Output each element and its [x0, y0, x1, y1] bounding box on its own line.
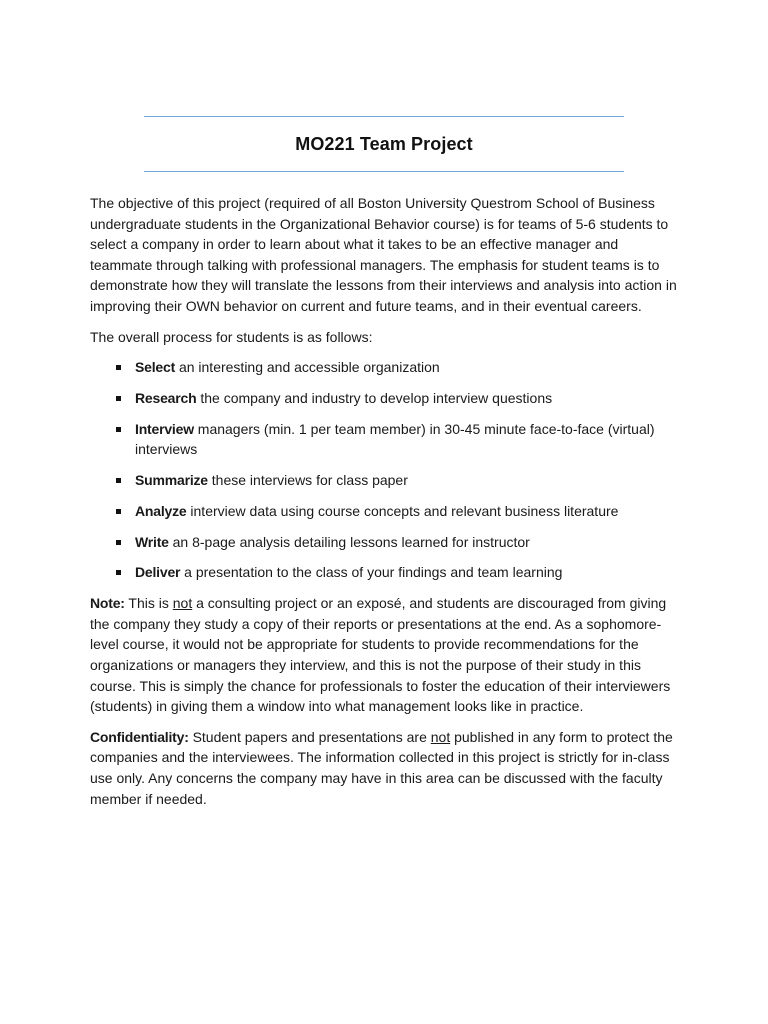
- square-bullet-icon: [116, 396, 121, 401]
- square-bullet-icon: [116, 427, 121, 432]
- step-term: Analyze: [135, 502, 187, 519]
- note-label: Note:: [90, 595, 125, 612]
- note-text-before: This is: [124, 595, 173, 612]
- square-bullet-icon: [116, 570, 121, 575]
- list-item: [90, 501, 680, 522]
- step-text: an 8-page analysis detailing lessons learned for instructor: [168, 533, 530, 550]
- square-bullet-icon: [116, 540, 121, 545]
- intro-paragraph: The objective of this project (required of all Boston University Questrom School of Business undergraduate students in the Organizational Behavior course) is for teams of 5-6 students to select a company in order to learn about what it takes to be an effective manager and teammate through talking with professional managers. The emphasis for student teams is to demonstrate how they will translate the lessons from their interviews and analysis into action in improving their OWN behavior on current and future teams, and in their eventual careers.: [90, 195, 677, 314]
- step-term: Research: [135, 389, 197, 406]
- document-body: [90, 193, 680, 819]
- confidentiality-text-before: Student papers and presentations are: [188, 728, 431, 745]
- list-item: [90, 357, 680, 378]
- step-term: Summarize: [135, 472, 208, 489]
- list-item: [90, 532, 680, 553]
- step-term: Interview: [135, 420, 194, 437]
- list-item: [90, 470, 680, 491]
- process-intro: The overall process for students is as follows:: [90, 328, 373, 345]
- title-block: [144, 116, 624, 172]
- square-bullet-icon: [116, 478, 121, 483]
- step-term: Deliver: [135, 564, 181, 581]
- list-item: [90, 562, 680, 583]
- step-text: interview data using course concepts and relevant business literature: [186, 502, 619, 519]
- confidentiality-label: Confidentiality:: [90, 728, 189, 745]
- list-item: [90, 388, 680, 409]
- square-bullet-icon: [116, 365, 121, 370]
- list-item: [90, 419, 680, 460]
- step-term: Write: [135, 533, 169, 550]
- step-text: a presentation to the class of your findings and team learning: [180, 564, 563, 581]
- note-emphasis: not: [172, 595, 193, 612]
- page-title: MO221 Team Project: [295, 133, 473, 154]
- note-paragraph: [90, 593, 680, 717]
- step-text: managers (min. 1 per team member) in 30-45 minute face-to-face (virtual) interviews: [135, 420, 655, 458]
- square-bullet-icon: [116, 509, 121, 514]
- step-text: these interviews for class paper: [207, 472, 408, 489]
- step-text: an interesting and accessible organization: [175, 359, 440, 376]
- step-text: the company and industry to develop interview questions: [196, 389, 553, 406]
- process-steps-list: [90, 357, 680, 583]
- confidentiality-emphasis: not: [430, 728, 451, 745]
- note-text-after: a consulting project or an exposé, and students are discouraged from giving the company they study a copy of their reports or presentations at the end. As a sophomore-level course, it would not be appropriate for students to provide recommendations for the organizations or managers they interview, and this is not the purpose of their study in this course. This is simply the chance for professionals to foster the education of their interviewers (students) in giving them a window into what management looks like in practice.: [90, 595, 671, 715]
- confidentiality-paragraph: [90, 727, 680, 809]
- confidentiality-text-after: published in any form to protect the companies and the interviewees. The information collected in this project is strictly for in-class use only. Any concerns the company may have in this area can be discussed with the faculty member if needed.: [90, 728, 673, 807]
- step-term: Select: [135, 359, 176, 376]
